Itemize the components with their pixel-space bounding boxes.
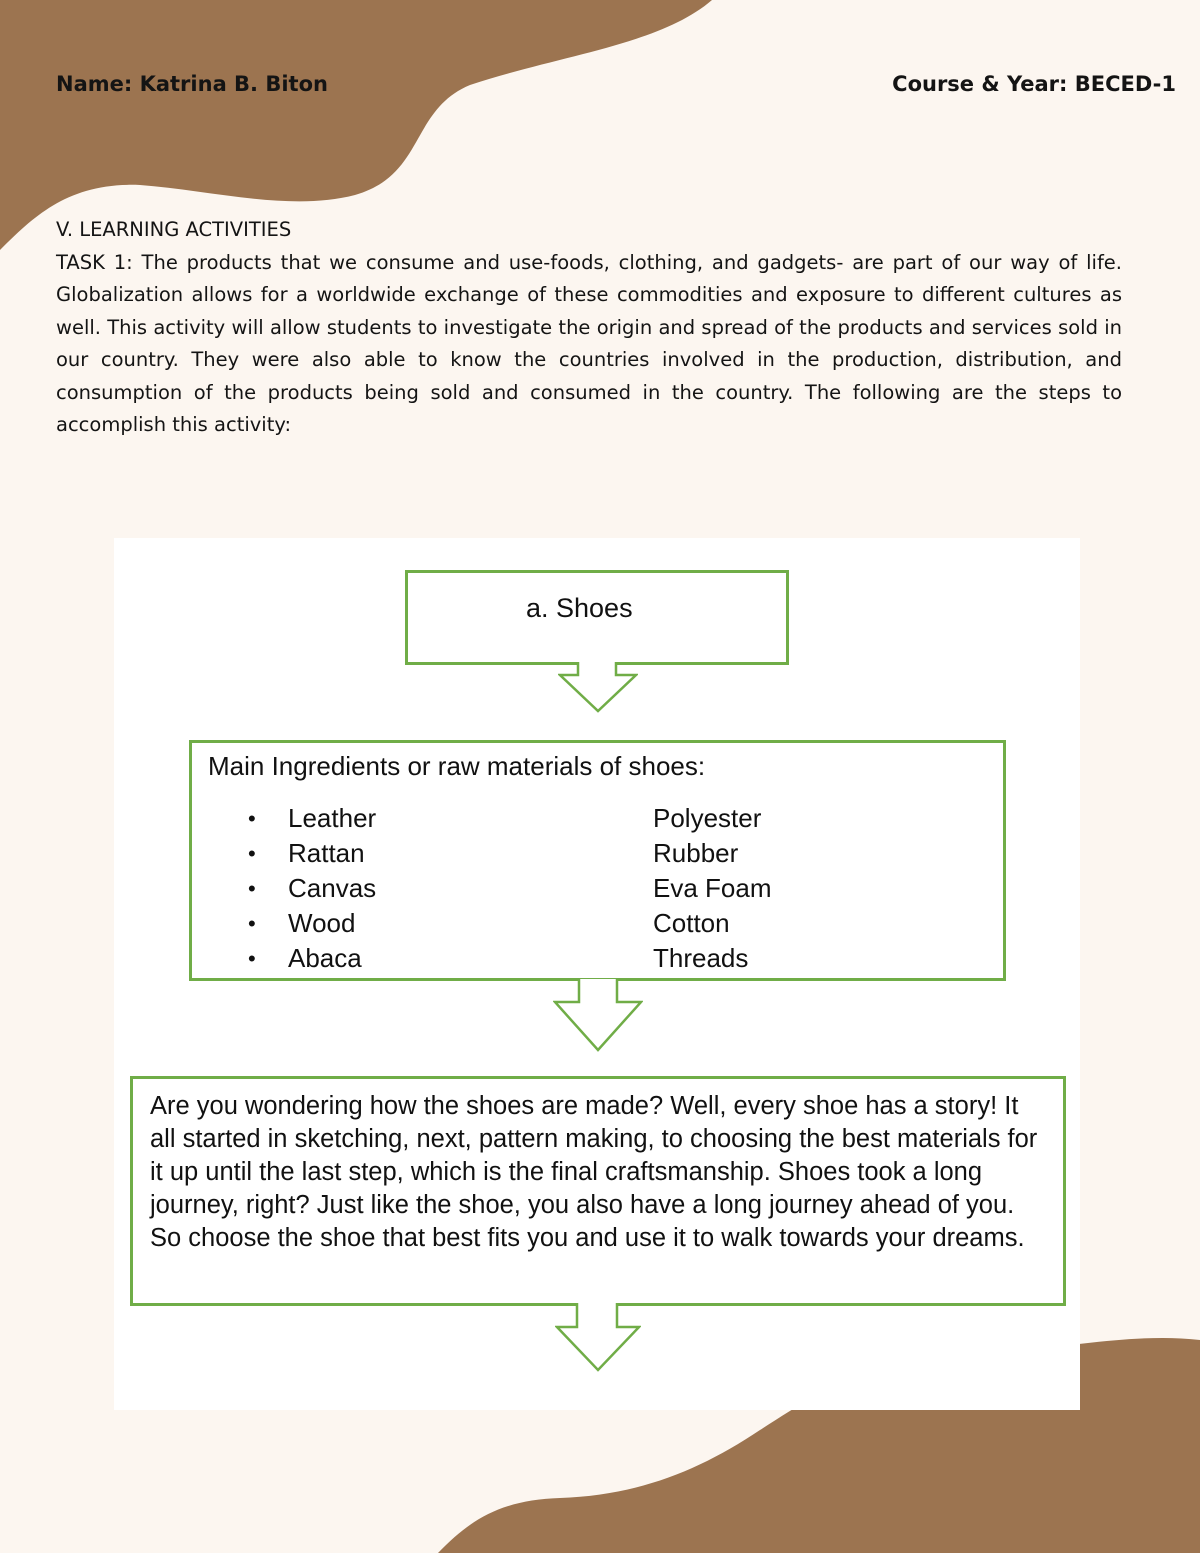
- story-text: Are you wondering how the shoes are made? Well, every shoe has a story! It all started in sketching, next, pattern making, to choosing the best materials for it up until the last step, which is the final craftsmanship. Shoes took a long journey, right? Just like the shoe, you also have a long journey ahead of you. So choose the shoe that best fits you and use it to walk towards your dreams.: [150, 1092, 1038, 1252]
- list-item: Rubber: [653, 838, 739, 868]
- materials-title: Main Ingredients or raw materials of shoes:: [208, 751, 706, 781]
- list-item: • Rattan: [288, 836, 376, 871]
- arrow-down-icon: [553, 979, 643, 1053]
- list-item: • Abaca: [288, 941, 376, 976]
- list-item: Polyester: [653, 803, 762, 833]
- product-label: a. Shoes: [526, 593, 633, 623]
- top-left-blob: [0, 0, 712, 250]
- learning-activities-section: [56, 214, 1122, 442]
- list-item: Eva Foam: [653, 873, 772, 903]
- section-heading: V. LEARNING ACTIVITIES: [56, 218, 292, 241]
- flowchart-figure: [114, 538, 1080, 1410]
- list-item: • Leather: [288, 801, 376, 836]
- materials-box: [189, 740, 1006, 981]
- materials-list-right: [653, 801, 772, 976]
- task-paragraph: TASK 1: The products that we consume and use-foods, clothing, and gadgets- are part of our way of life. Globalization allows for a worldwide exchange of these commodities and exposure to different cultures as well. This activity will allow students to investigate the origin and spread of the products and services sold in our country. They were also able to know the countries involved in the production, distribution, and consumption of the products being sold and consumed in the country. The following are the steps to accomplish this activity:: [56, 250, 1122, 436]
- product-box: [405, 570, 789, 665]
- materials-list-left: [288, 801, 376, 976]
- list-item: Cotton: [653, 908, 730, 938]
- list-item: • Canvas: [288, 871, 376, 906]
- student-name: Name: Katrina B. Biton: [56, 72, 328, 96]
- arrow-down-icon: [558, 662, 638, 714]
- list-item: Threads: [653, 943, 749, 973]
- list-item: • Wood: [288, 906, 376, 941]
- arrow-down-icon: [555, 1303, 641, 1373]
- course-year: Course & Year: BECED-1: [892, 72, 1176, 96]
- story-box: [130, 1076, 1066, 1306]
